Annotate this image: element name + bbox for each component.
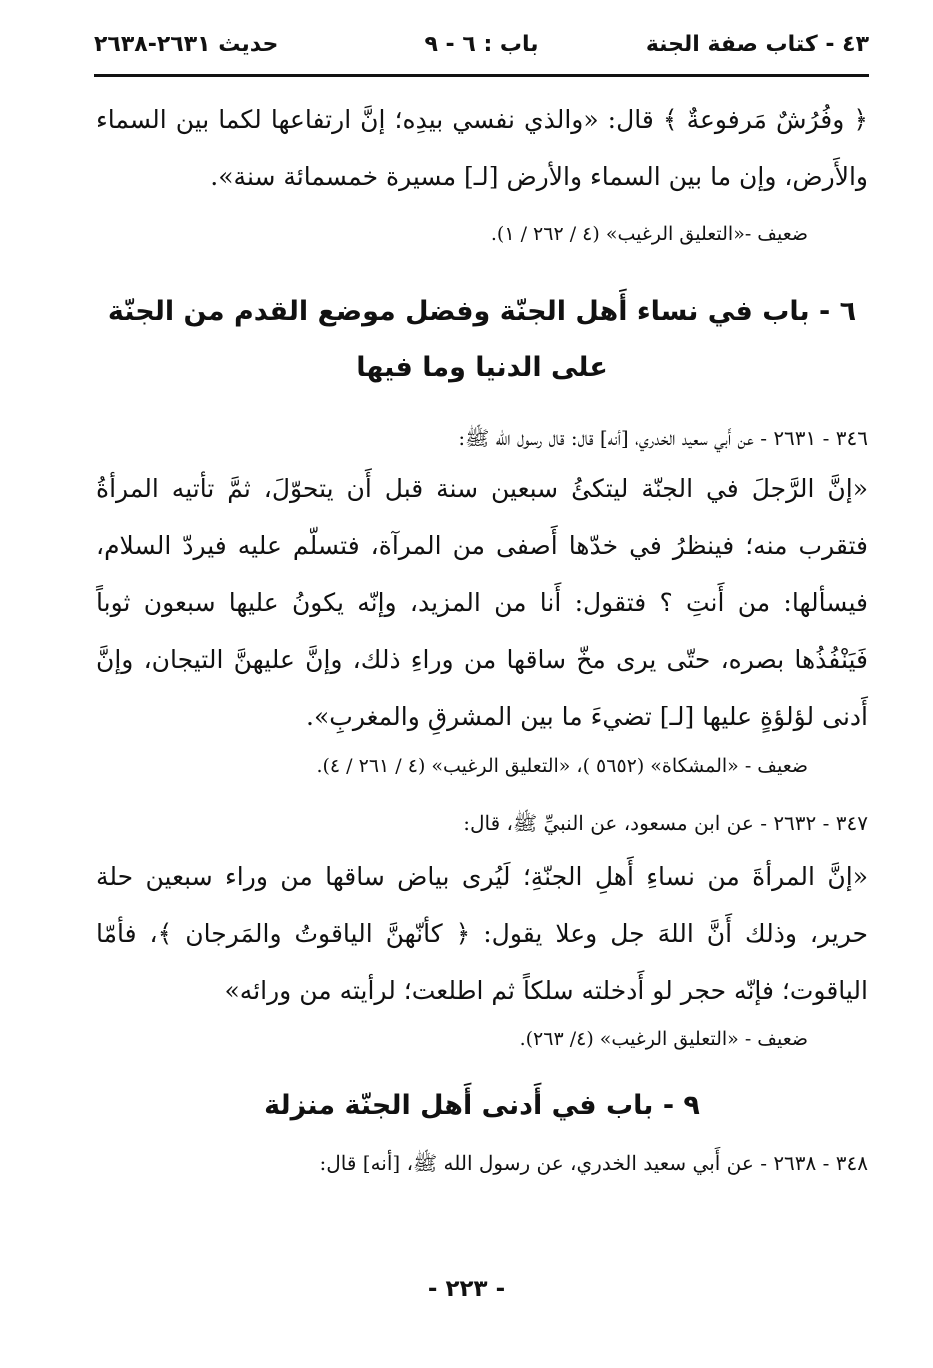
chapter-heading-9 bbox=[96, 1078, 868, 1134]
chapter-heading-line: ٦ - باب في نساء أَهل الجنّة وفضل موضع القدم من الجنّة bbox=[107, 296, 857, 327]
chapter-heading-line: ٩ - باب في أَدنى أَهل الجنّة منزلة bbox=[264, 1090, 700, 1121]
header-chapter-range: باب : ٦ - ٩ bbox=[424, 32, 539, 57]
page-number: - ٢٢٣ - bbox=[427, 1276, 506, 1302]
hadith-number-346: ٣٤٦ - ٢٦٣١ - عن أَبي سعيد الخدري، [أنه] قال: قال رسول الله ﷺ: bbox=[458, 426, 868, 450]
hadith-text-continued: ﴿ وفُرُشٌ مَرفوعةٌ ﴾ قال: «والذي نفسي بيدِه؛ إنَّ ارتفاعها لكما بين السماء والأَرض، وإن ما بين السماء والأرض [لـ] مسيرة خمسمائة سنة». bbox=[96, 105, 868, 191]
hadith-grading-347: ضعيف - «التعليق الرغيب» (٤/ ٢٦٣). bbox=[519, 1028, 808, 1050]
header-hadith-range: حديث ٢٦٣١-٢٦٣٨ bbox=[94, 32, 279, 57]
running-header bbox=[94, 24, 869, 68]
hadith-text-347: «إنَّ المرأةَ من نساءِ أَهلِ الجنّةِ؛ لَيُرى بياض ساقها من وراء سبعين حلة حرير، وذلك أَنَّ اللهَ جل وعلا يقول: ﴿ كأنّهنَّ الياقوتُ والمَرجان ﴾، فأمّا الياقوت؛ فإنّه حجر لو أَدخلته سلكاً ثم اطلعت؛ لرأيته من ورائه» bbox=[96, 862, 868, 1005]
header-rule bbox=[94, 74, 869, 77]
hadith-grading-346: ضعيف - «المشكاة» (٥٦٥٢ )، «التعليق الرغيب» (٤ / ٢٦١ / ٤). bbox=[316, 755, 808, 777]
header-book-title: ٤٣ - كتاب صفة الجنة bbox=[645, 32, 869, 57]
hadith-number-348: ٣٤٨ - ٢٦٣٨ - عن أَبي سعيد الخدري، عن رسول الله ﷺ، [أنه] قال: bbox=[319, 1151, 868, 1175]
hadith-grading: ضعيف -«التعليق الرغيب» (٤ / ٢٦٢ / ١). bbox=[490, 223, 808, 245]
hadith-text-346: «إنَّ الرَّجلَ في الجنّة ليتكئُ سبعين سنة قبل أَن يتحوّلَ، ثمَّ تأتيه المرأةُ فتقرب منه؛ فينظرُ في خدّها أَصفى من المرآة، فتسلّم عليه فيردّ السلام، فيسألها: من أَنتِ ؟ فتقول: أَنا من المزيد، وإنّه يكونُ عليها سبعون ثوباً فَيَنْفُذُها بصره، حتّى يرى مخّ ساقها من وراءِ ذلك، وإنَّ عليهنَّ التيجان، وإنَّ أَدنى لؤلؤةٍ عليها [لـ] تضيءَ ما بين المشرقِ والمغربِ». bbox=[96, 474, 868, 731]
chapter-heading-6 bbox=[96, 284, 868, 396]
chapter-heading-line: على الدنيا وما فيها bbox=[356, 352, 608, 383]
hadith-number-347: ٣٤٧ - ٢٦٣٢ - عن ابن مسعود، عن النبيِّ ﷺ، قال: bbox=[463, 811, 868, 835]
